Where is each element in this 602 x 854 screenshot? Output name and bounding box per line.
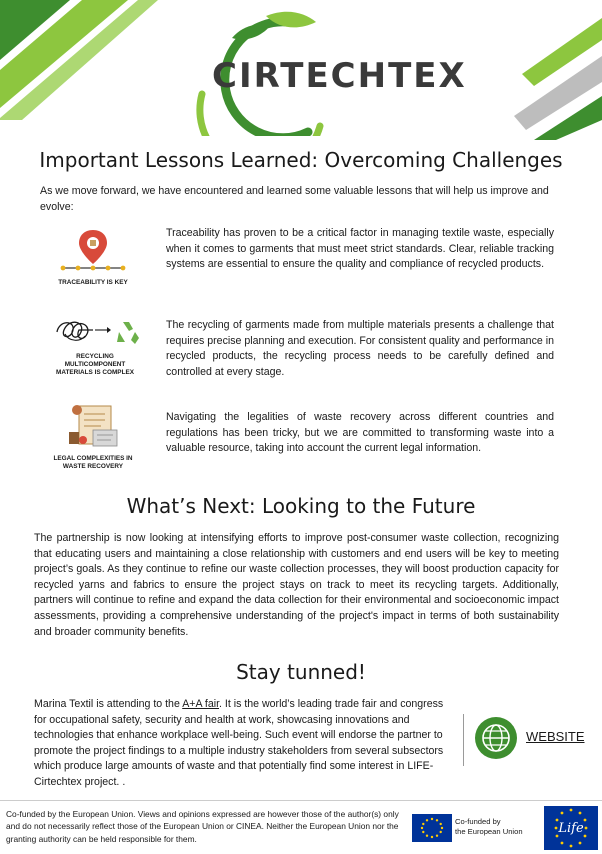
funding-disclaimer: Co-funded by the European Union. Views and opinions expressed are however those of the author(s) only and do not necessarily reflect those of the European Union or CINEA. Neither the European Union nor the granting authority can be held responsible for them.: [6, 809, 399, 844]
lesson-multicomponent-text: The recycling of garments made from multiple materials presents a challenge that requires precise planning and execution. For consistent quality and performance in recycled products, the recycling process needs to be carefully defined and controlled at every stage.: [166, 319, 554, 378]
lesson-legal-illustration: [38, 402, 148, 471]
corner-stripes-decoration: [0, 0, 170, 120]
lesson-multicomponent-illustration: [40, 316, 150, 377]
brand-name: CIRTECHTEX: [212, 56, 467, 96]
tangle-recycle-icon: [45, 316, 145, 346]
location-pin-icon: [53, 226, 133, 272]
legal-documents-icon: [53, 402, 133, 448]
next-text: The partnership is now looking at intensifying efforts to improve post-consumer waste collection, recognizing that educating users and maintaining a close relationship with customers and end users will be key to meeting project’s goals. As they continue to refine our waste collection processes, they will boost production capacity for recycled yarns and fabrics to ensure the project stays on track to meet its recycling targets. Additionally, partners will continue to refine and expand the data collection for their environmental and socioeconomic impact assessments, providing a comprehensive understanding of the project's impact in terms of both sustainability and broader community benefits.: [34, 532, 559, 638]
lesson-caption: TRACEABILITY IS KEY: [58, 279, 128, 286]
lesson-traceability-illustration: [38, 226, 148, 287]
corner-stripes-decoration-right: [512, 0, 602, 140]
website-link[interactable]: WEBSITE: [526, 729, 585, 744]
eu-flag-icon: [412, 814, 452, 842]
vertical-divider: [463, 714, 464, 766]
lesson-legal-text: Navigating the legalities of waste recovery across different countries and regulations has been tricky, but we are committed to transforming waste into a valuable resource, taking into account the current legal information.: [166, 411, 554, 455]
lesson-caption: LEGAL COMPLEXITIES IN WASTE RECOVERY: [53, 455, 133, 470]
tuned-title: Stay tunned!: [236, 660, 366, 684]
lesson-caption: RECYCLING MULTICOMPONENT MATERIALS IS COMPLEX: [56, 353, 134, 376]
lessons-intro: As we move forward, we have encountered and learned some valuable lessons that will help us improve and evolve:: [40, 185, 549, 213]
life-label: Life: [558, 821, 584, 836]
lessons-title: Important Lessons Learned: Overcoming Challenges: [39, 148, 563, 172]
aa-fair-link[interactable]: A+A fair: [182, 698, 220, 710]
eu-cofunded-label: Co-funded by the European Union: [455, 817, 523, 836]
life-programme-logo: [544, 806, 598, 850]
tuned-text: Marina Textil is attending to the A+A fair. It is the world’s leading trade fair and congress for occupational safety, security and health at work, showcasing innovations and technologies that enhance workplace well-being. Such event will endorse the partner to promote the project findings to a multiple industry stakeholders from several subsectors which produce large amounts of waste and that potentially find some interest in LIFE-Cirtechtex project. .: [34, 698, 444, 788]
globe-icon[interactable]: [474, 716, 518, 760]
footer-divider: [0, 800, 602, 801]
lesson-traceability-text: Traceability has proven to be a critical factor in managing textile waste, especially when it comes to garments that must meet strict standards. Clear, reliable tracking systems are essential to ensure the quality and compliance of recycled products.: [166, 227, 554, 271]
next-title: What’s Next: Looking to the Future: [126, 494, 476, 518]
